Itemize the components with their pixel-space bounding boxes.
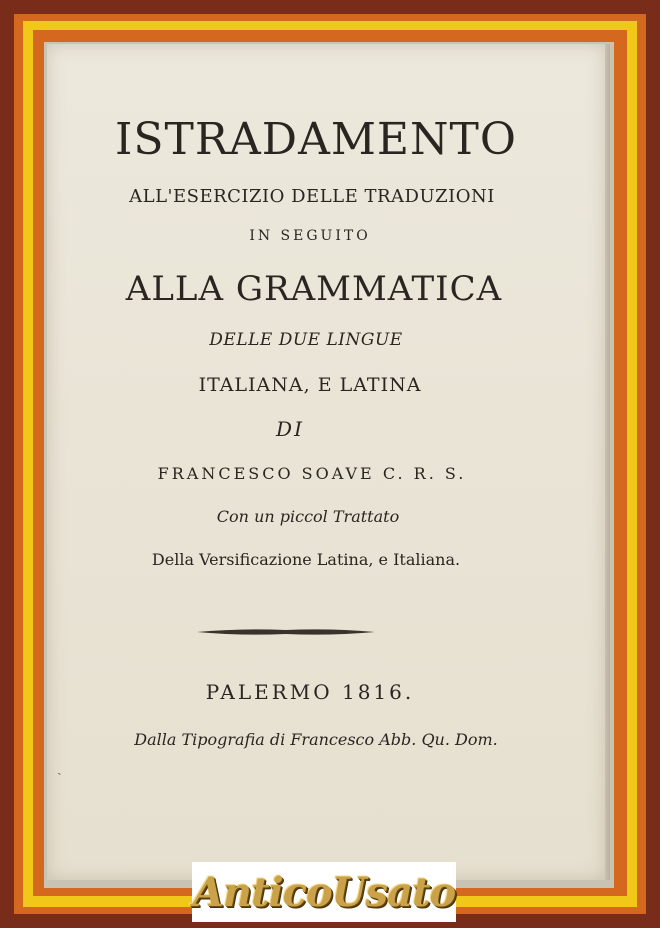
place-and-year: PALERMO 1816. bbox=[205, 680, 415, 704]
page-mark: ˎ bbox=[57, 760, 62, 776]
logo-text: AnticoUsato bbox=[192, 868, 456, 916]
anticousato-logo bbox=[192, 862, 456, 922]
title-page bbox=[47, 44, 605, 880]
subtitle-line-1: ALL'ESERCIZIO DELLE TRADUZIONI bbox=[129, 186, 495, 207]
subtitle-line-6: DI bbox=[276, 417, 304, 441]
subtitle-line-8: Con un piccol Trattato bbox=[216, 507, 400, 526]
author-line: FRANCESCO SOAVE C. R. S. bbox=[157, 464, 467, 483]
subtitle-line-4: DELLE DUE LINGUE bbox=[209, 330, 403, 350]
subtitle-line-5: ITALIANA, E LATINA bbox=[198, 374, 422, 396]
ornament-rule bbox=[197, 627, 375, 637]
subtitle-line-9: Della Versificazione Latina, e Italiana. bbox=[151, 550, 461, 569]
subtitle-line-3: ALLA GRAMMATICA bbox=[125, 269, 503, 309]
book-title: ISTRADAMENTO bbox=[115, 114, 517, 165]
printer-line: Dalla Tipografia di Francesco Abb. Qu. Dom. bbox=[134, 730, 498, 749]
subtitle-line-2: IN SEGUITO bbox=[249, 228, 371, 244]
